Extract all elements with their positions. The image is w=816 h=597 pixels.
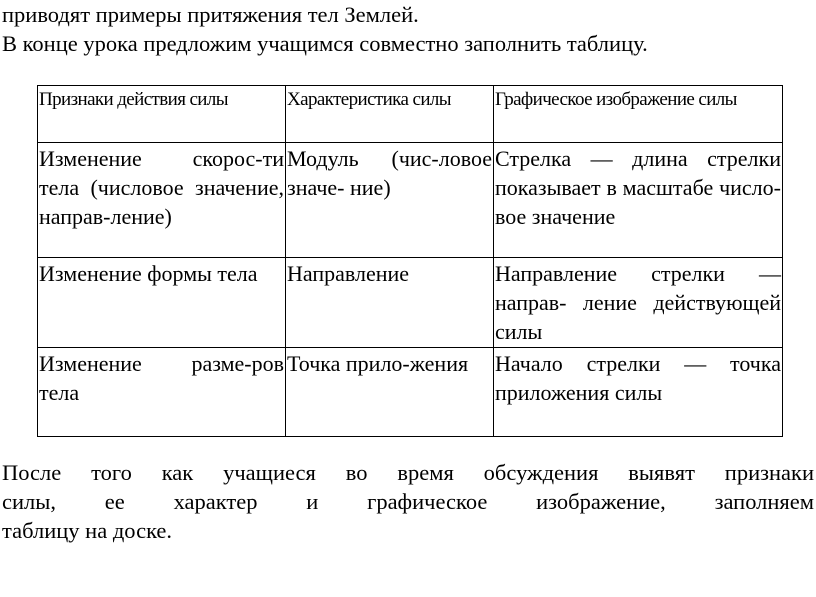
table-cell: Стрелка — длина стрелки показывает в масштабе число- вое значение <box>494 143 783 258</box>
header-signs-of-force: Признаки действия силы <box>38 86 286 143</box>
table-cell: Точка прило-жения <box>286 348 494 437</box>
header-graphic-representation: Графическое изображение силы <box>494 86 783 143</box>
outro-text-line-1: После того как учащиеся во время обсуждения выявят признаки <box>2 460 814 485</box>
table-cell: Изменение формы тела <box>38 258 286 348</box>
table-cell: Изменение скорос-ти тела (числовое значение, направ-ление) <box>38 143 286 258</box>
outro-text-line-3: таблицу на доске. <box>2 518 173 543</box>
table-cell: Модуль (чис-ловое значе- ние) <box>286 143 494 258</box>
table-row <box>38 258 783 348</box>
table-body <box>38 143 783 437</box>
intro-text-line-1: приводят примеры притяжения тел Землей. <box>2 2 419 27</box>
header-force-characteristic: Характеристика силы <box>286 86 494 143</box>
table-cell: Изменение разме-ров тела <box>38 348 286 437</box>
table-row <box>38 143 783 258</box>
outro-text-line-2: силы, ее характер и графическое изображение, заполняем <box>2 489 814 514</box>
table-row <box>38 348 783 437</box>
table-cell: Направление стрелки — направ- ление действующей силы <box>494 258 783 348</box>
table-cell: Направление <box>286 258 494 348</box>
intro-text-line-2: В конце урока предложим учащимся совместно заполнить таблицу. <box>2 31 648 56</box>
force-characteristics-table <box>37 85 783 437</box>
table-cell: Начало стрелки — точка приложения силы <box>494 348 783 437</box>
table-header <box>38 86 783 143</box>
table-header-row <box>38 86 783 143</box>
